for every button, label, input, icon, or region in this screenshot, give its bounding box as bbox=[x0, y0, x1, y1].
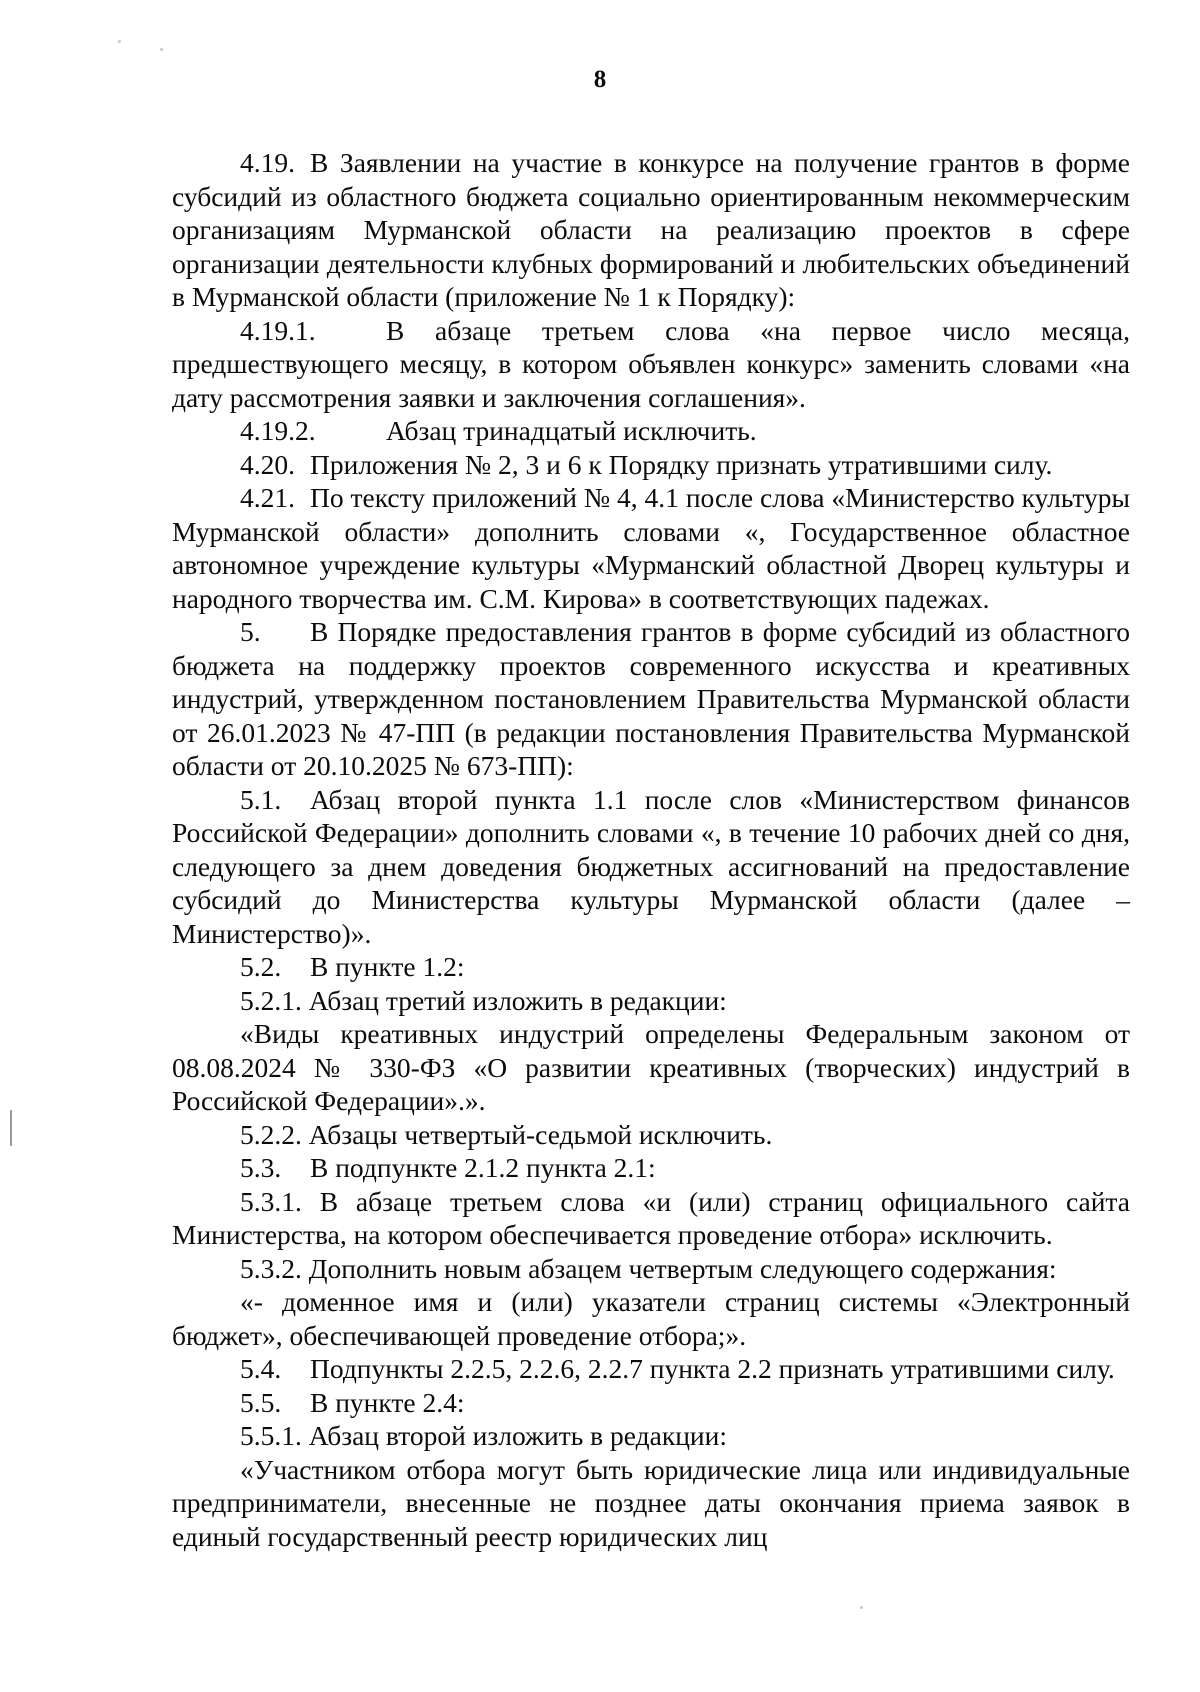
paragraph-text: «Участником отбора могут быть юридические лица или индивидуальные предприниматели, внесенные не позднее даты окончания приема заявок в единый государственный реестр юридических лиц bbox=[172, 1453, 1130, 1552]
paragraph-number: 5.2.1. bbox=[240, 984, 302, 1016]
paragraph-text: Абзац второй изложить в редакции: bbox=[308, 1420, 727, 1451]
paragraph-4-19 bbox=[172, 146, 1130, 314]
paragraph-5-2-1 bbox=[172, 984, 1130, 1018]
paragraph-number: 5.2. bbox=[240, 951, 282, 982]
paragraph-4-20 bbox=[172, 448, 1130, 482]
paragraph-text: В Порядке предоставления грантов в форме субсидий из областного бюджета на поддержку проектов современного искусства и креативных индустрий, утвержденном постановлением Правительства Мурманской области от 26.01.2023 № 47-ПП (в редакции постановления Правительства Мурманской области от 20.10.2025 № 673-ПП): bbox=[172, 616, 1130, 781]
paragraph-number: 5.5.1. bbox=[240, 1420, 302, 1451]
paragraph-text: Дополнить новым абзацем четвертым следующего содержания: bbox=[308, 1252, 1057, 1284]
paragraph-text: В пункте 2.4: bbox=[310, 1386, 465, 1418]
paragraph-5-3-2 bbox=[172, 1252, 1130, 1286]
scan-speck bbox=[860, 1606, 863, 1609]
document-body bbox=[172, 146, 1130, 1553]
paragraph-4-19-2 bbox=[172, 414, 1130, 448]
paragraph-5-3 bbox=[172, 1151, 1130, 1185]
paragraph-number: 5.1. bbox=[240, 783, 282, 815]
paragraph-number: 4.20. bbox=[240, 448, 295, 480]
paragraph-text: Абзацы четвертый-седьмой исключить. bbox=[308, 1118, 773, 1150]
paragraph-text: «Виды креативных индустрий определены Федеральным законом от 08.08.2024 № 330-ФЗ «О развитии креативных (творческих) индустрий в Российской Федерации».». bbox=[172, 1018, 1130, 1116]
paragraph-text: Абзац третий изложить в редакции: bbox=[308, 984, 727, 1016]
paragraph-5-4 bbox=[172, 1352, 1130, 1386]
paragraph-text: «- доменное имя и (или) указатели страниц системы «Электронный бюджет», обеспечивающей проведение отбора;». bbox=[172, 1286, 1130, 1351]
paragraph-number: 5.2.2. bbox=[240, 1118, 302, 1150]
paragraph-number: 4.21. bbox=[240, 482, 295, 513]
paragraph-number: 5. bbox=[240, 616, 261, 647]
scan-speck bbox=[118, 40, 121, 43]
paragraph-text: Абзац второй пункта 1.1 после слов «Министерством финансов Российской Федерации» дополнить словами «, в течение 10 рабочих дней со дня, следующего за днем доведения бюджетных ассигнований на предоставление субсидий до Министерства культуры Мурманской области (далее – Министерство)». bbox=[172, 783, 1130, 949]
paragraph-number: 4.19.1. bbox=[240, 314, 316, 346]
paragraph-5-3-1 bbox=[172, 1185, 1130, 1252]
paragraph-4-19-1 bbox=[172, 314, 1130, 415]
scan-margin-mark bbox=[10, 1110, 12, 1146]
paragraph-number: 5.3. bbox=[240, 1152, 282, 1183]
paragraph-text: Приложения № 2, 3 и 6 к Порядку признать утратившими силу. bbox=[310, 448, 1053, 480]
paragraph-number: 5.3.2. bbox=[240, 1252, 302, 1284]
paragraph-5 bbox=[172, 615, 1130, 783]
paragraph-number: 4.19. bbox=[240, 147, 295, 178]
paragraph-number: 5.5. bbox=[240, 1386, 282, 1418]
paragraph-5-2 bbox=[172, 950, 1130, 984]
paragraph-5-1 bbox=[172, 783, 1130, 951]
paragraph-text: В абзаце третьем слова «на первое число месяца, предшествующего месяцу, в котором объявлен конкурс» заменить словами «на дату рассмотрения заявки и заключения соглашения». bbox=[172, 314, 1130, 413]
paragraph-5-5 bbox=[172, 1386, 1130, 1420]
paragraph-4-21 bbox=[172, 481, 1130, 615]
paragraph-quote-3 bbox=[172, 1453, 1130, 1554]
paragraph-text: В пункте 1.2: bbox=[310, 951, 465, 982]
paragraph-quote-1 bbox=[172, 1017, 1130, 1118]
scan-speck bbox=[160, 48, 163, 51]
paragraph-text: В подпункте 2.1.2 пункта 2.1: bbox=[310, 1152, 656, 1183]
page-number: 8 bbox=[593, 66, 607, 93]
paragraph-text: По тексту приложений № 4, 4.1 после слова «Министерство культуры Мурманской области» дополнить словами «, Государственное областное автономное учреждение культуры «Мурманский областной Дворец культуры и народного творчества им. С.М. Кирова» в соответствующих падежах. bbox=[172, 482, 1130, 614]
paragraph-number: 4.19.2. bbox=[240, 415, 316, 446]
paragraph-5-5-1 bbox=[172, 1419, 1130, 1453]
paragraph-text: Абзац тринадцатый исключить. bbox=[386, 415, 757, 446]
paragraph-number: 5.3.1. bbox=[240, 1185, 302, 1217]
paragraph-text: В Заявлении на участие в конкурсе на получение грантов в форме субсидий из областного бюджета социально ориентированным некоммерческим организациям Мурманской области на реализацию проектов в сфере организации деятельности клубных формирований и любительских объединений в Мурманской области (приложение № 1 к Порядку): bbox=[172, 147, 1130, 312]
paragraph-text: Подпункты 2.2.5, 2.2.6, 2.2.7 пункта 2.2 признать утратившими силу. bbox=[310, 1353, 1115, 1384]
paragraph-5-2-2 bbox=[172, 1118, 1130, 1152]
paragraph-text: В абзаце третьем слова «и (или) страниц официального сайта Министерства, на котором обеспечивается проведение отбора» исключить. bbox=[172, 1185, 1130, 1250]
paragraph-quote-2 bbox=[172, 1285, 1130, 1352]
paragraph-number: 5.4. bbox=[240, 1353, 282, 1384]
